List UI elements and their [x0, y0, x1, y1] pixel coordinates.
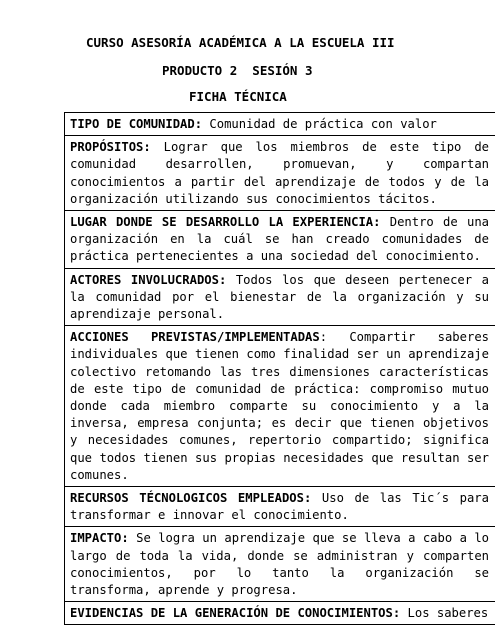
row-label: LUGAR DONDE SE DESARROLLO LA EXPERIENCIA:: [70, 215, 381, 230]
row-text: Comunidad de práctica con valor: [202, 117, 437, 131]
row-label: TIPO DE COMUNIDAD:: [70, 117, 203, 131]
technical-sheet-table: [64, 112, 495, 625]
row-label: IMPACTO:: [70, 531, 129, 546]
row-impact: [65, 527, 495, 602]
row-community-type: [65, 113, 495, 136]
row-text: Todos los que deseen pertenecer a la comunidad por el bienestar de la organización y su aprendizaje personal.: [70, 272, 489, 322]
row-purposes: [65, 136, 495, 211]
row-actors: [65, 269, 495, 327]
product-session-heading: PRODUCTO 2 SESIÓN 3: [162, 63, 313, 78]
row-label: PROPÓSITOS:: [70, 140, 151, 155]
technical-sheet-heading: FICHA TÉCNICA: [189, 89, 287, 104]
row-text: Dentro de una organización en la cuál se han creado comunidades de práctica pertenecientes a una sociedad del conocimiento.: [70, 215, 489, 264]
course-title: CURSO ASESORÍA ACADÉMICA A LA ESCUELA III: [86, 35, 395, 50]
row-evidence: [65, 602, 495, 625]
row-label: ACCIONES PREVISTAS/IMPLEMENTADAS: [70, 330, 320, 345]
row-text: Los saberes: [400, 606, 489, 621]
row-label: ACTORES INVOLUCRADOS:: [70, 272, 227, 287]
row-text: Lograr que los miembros de este tipo de comunidad desarrollen, promuevan, y compartan conocimientos a partir del aprendizaje de todos y de la organización utilizando sus conocimientos tácitos.: [70, 140, 489, 206]
row-location: [65, 211, 495, 269]
row-label: EVIDENCIAS DE LA GENERACIÓN DE CONOCIMIENTOS:: [70, 606, 401, 621]
row-text: : Compartir saberes individuales que tienen como finalidad ser un aprendizaje colectivo retomando las tres dimensiones características de este tipo de comunidad de práctica: compromiso mutuo donde cada miembro comparte su conocimiento y a la inversa, empresa conjunta; es decir que tienen objetivos y necesidades comunes, repertorio compartido; significa que todos tienen sus propias necesidades que resultan ser comunes.: [70, 330, 489, 482]
row-tech-resources: [65, 487, 495, 527]
row-actions: [65, 326, 495, 487]
row-label: RECURSOS TÉCNOLOGICOS EMPLEADOS:: [70, 491, 312, 506]
row-text: Uso de las Tic´s para transformar e innovar el conocimiento.: [70, 491, 489, 523]
row-text: Se logra un aprendizaje que se lleva a cabo a lo largo de toda la vida, donde se administran y comparten conocimientos, por lo tanto la organización se transforma, aprende y progresa.: [70, 531, 489, 598]
